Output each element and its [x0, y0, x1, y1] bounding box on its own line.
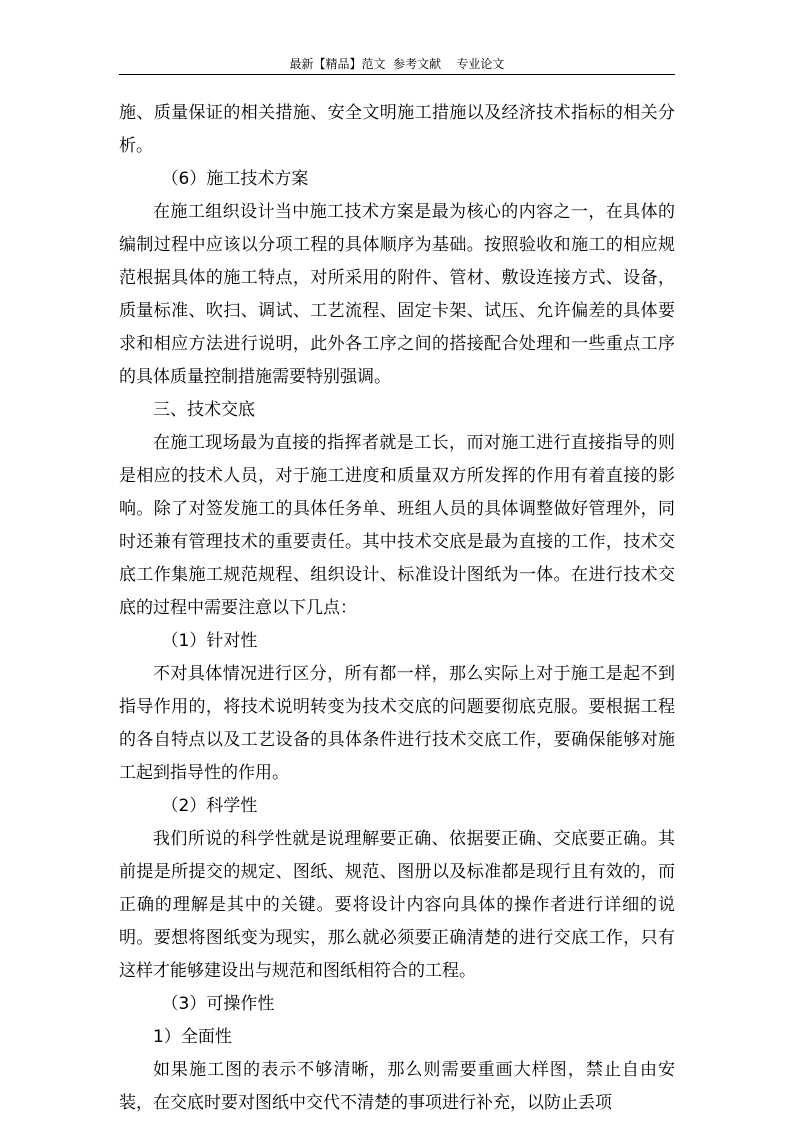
- section-heading: 三、技术交底: [153, 400, 255, 420]
- section-subheading: 1）全面性: [153, 1027, 232, 1047]
- paragraph: 如果施工图的表示不够清晰，那么则需要重画大样图，禁止自由安装，在交底时要对图纸中交代不清楚的事项进行补充，以防止丢项: [119, 1060, 675, 1113]
- section-subheading: （6）施工技术方案: [161, 169, 309, 189]
- page-header: 最新【精品】范文 参考文献 专业论文: [289, 57, 505, 71]
- header-divider: [119, 74, 675, 75]
- section-subheading: （2）科学性: [161, 796, 258, 816]
- section-subheading: （1）针对性: [161, 631, 258, 651]
- paragraph: 我们所说的科学性就是说理解要正确、依据要正确、交底要正确。其前提是所提交的规定、图纸、规范、图册以及标准都是现行且有效的，而正确的理解是其中的关键。要将设计内容向具体的操作者进行详细的说明。要想将图纸变为现实，那么就必须要正确清楚的进行交底工作，只有这样才能够建设出与规范和图纸相符合的工程。: [119, 829, 675, 981]
- paragraph: 施、质量保证的相关措施、安全文明施工措施以及经济技术指标的相关分析。: [119, 103, 675, 156]
- document-body: [119, 97, 675, 1120]
- paragraph: 不对具体情况进行区分，所有都一样，那么实际上对于施工是起不到指导作用的，将技术说明转变为技术交底的问题要彻底克服。要根据工程的各自特点以及工艺设备的具体条件进行技术交底工作，要确保能够对施工起到指导性的作用。: [119, 664, 675, 783]
- paragraph: 在施工现场最为直接的指挥者就是工长，而对施工进行直接指导的则是相应的技术人员，对于施工进度和质量双方所发挥的作用有着直接的影响。除了对签发施工的具体任务单、班组人员的具体调整做好管理外，同时还兼有管理技术的重要责任。其中技术交底是最为直接的工作，技术交底工作集施工规范规程、组织设计、标准设计图纸为一体。在进行技术交底的过程中需要注意以下几点：: [119, 433, 675, 618]
- section-subheading: （3）可操作性: [161, 994, 275, 1014]
- paragraph: 在施工组织设计当中施工技术方案是最为核心的内容之一，在具体的编制过程中应该以分项工程的具体顺序为基础。按照验收和施工的相应规范根据具体的施工特点，对所采用的附件、管材、敷设连接方式、设备，质量标准、吹扫、调试、工艺流程、固定卡架、试压、允许偏差的具体要求和相应方法进行说明，此外各工序之间的搭接配合处理和一些重点工序的具体质量控制措施需要特别强调。: [119, 202, 675, 387]
